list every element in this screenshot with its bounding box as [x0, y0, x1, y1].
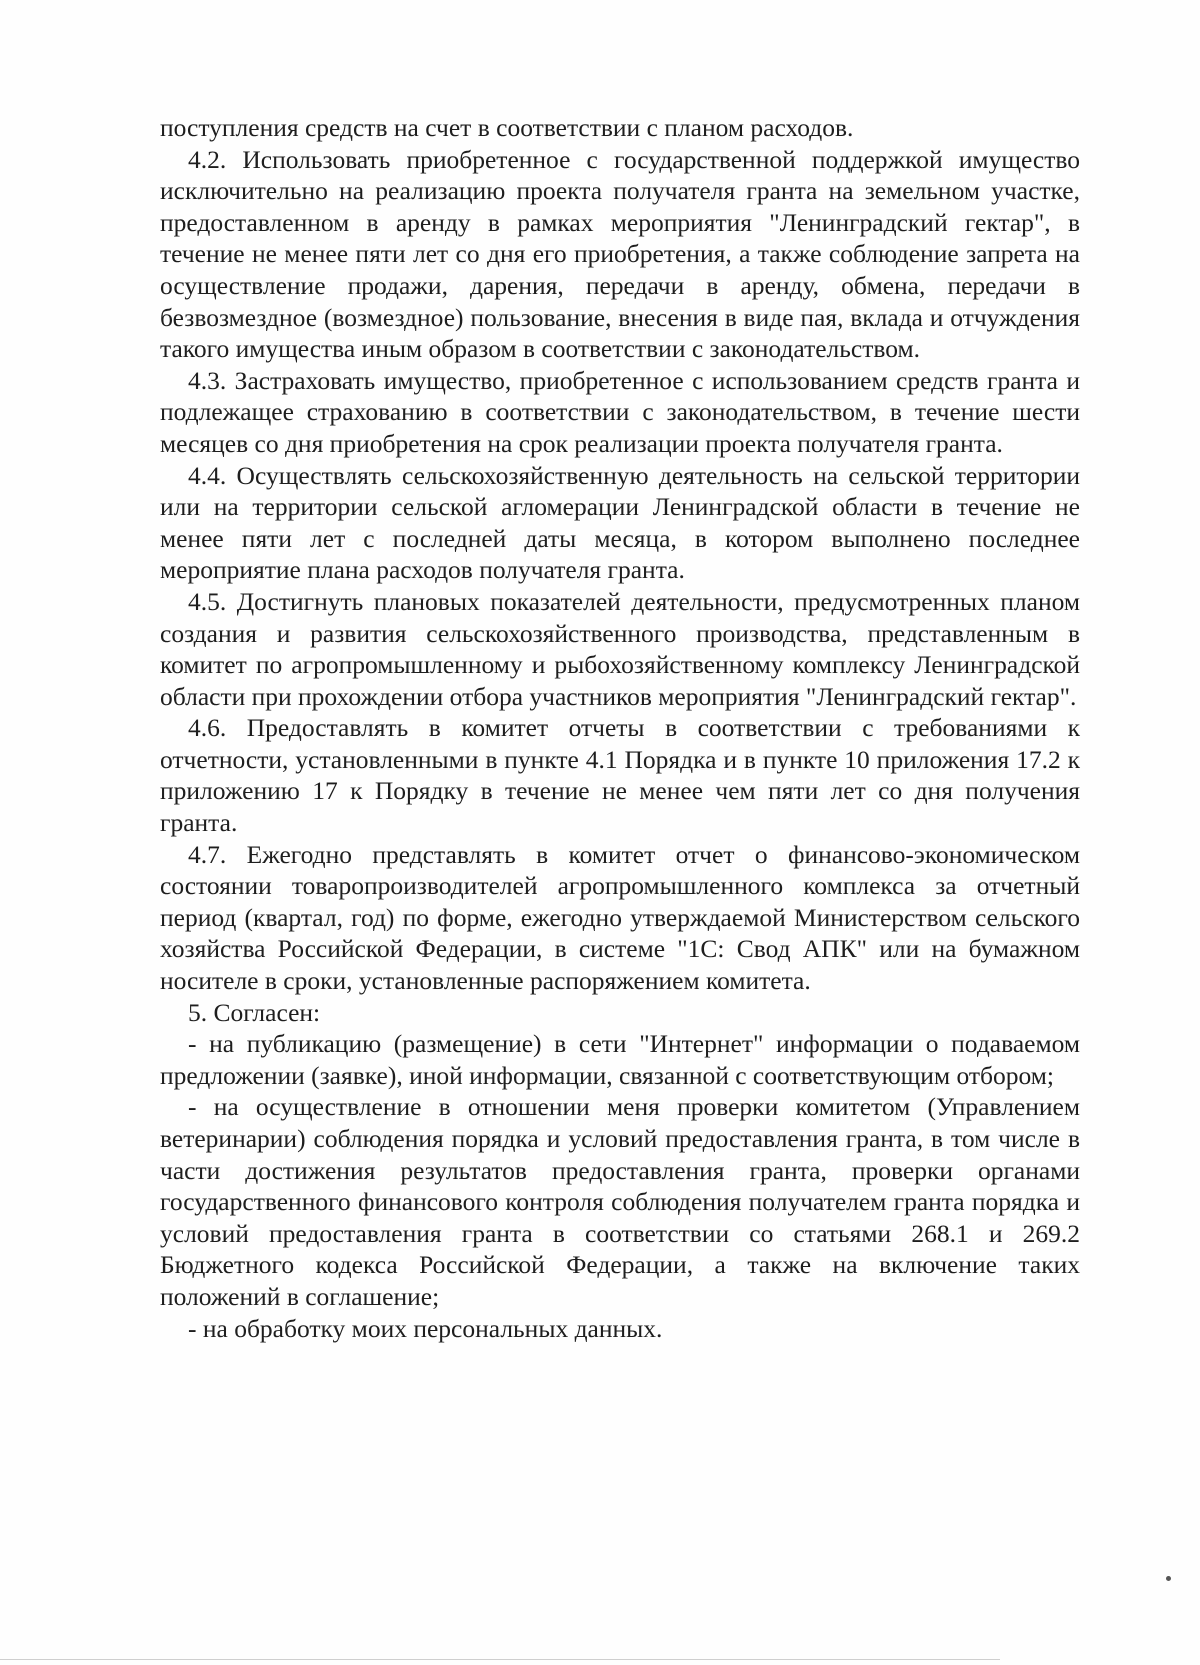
clause-4-3: 4.3. Застраховать имущество, приобретенное с использованием средств гранта и подлежащее страхованию в соответствии с законодательством, в течение шести месяцев со дня приобретения на срок реализации проекта получателя гранта. — [160, 365, 1080, 458]
lead-line: поступления средств на счет в соответствии с планом расходов. — [160, 113, 854, 142]
clause-4-2: 4.2. Использовать приобретенное с государственной поддержкой имущество исключительно на реализацию проекта получателя гранта на земельном участке, предоставленном в аренду в рамках мероприятия "Ленинградский гектар", в течение не менее пяти лет со дня его приобретения, а также соблюдение запрета на осуществление продажи, дарения, передачи в аренду, обмена, передачи в безвозмездное (возмездное) пользование, внесения в виде пая, вклада и отчуждения такого имущества иным образом в соответствии с законодательством. — [160, 144, 1080, 364]
clause-4-4: 4.4. Осуществлять сельскохозяйственную деятельность на сельской территории или на территории сельской агломерации Ленинградской области в течение не менее пяти лет с последней даты месяца, в котором выполнено последнее мероприятие плана расходов получателя гранта. — [160, 460, 1080, 585]
consent-item-personal-data: - на обработку моих персональных данных. — [188, 1313, 663, 1343]
consent-item-publication: - на публикацию (размещение) в сети "Интернет" информации о подаваемом предложении (заявке), иной информации, связанной с соответствующим отбором; — [160, 1029, 1080, 1090]
clause-4-7: 4.7. Ежегодно представлять в комитет отчет о финансово-экономическом состоянии товаропроизводителей агропромышленного комплекса за отчетный период (квартал, год) по форме, ежегодно утверждаемой Министерством сельского хозяйства Российской Федерации, в системе "1С: Свод АПК" или на бумажном носителе в сроки, установленные распоряжением комитета. — [160, 839, 1080, 996]
clause-4-5: 4.5. Достигнуть плановых показателей деятельности, предусмотренных планом создания и развития сельскохозяйственного производства, представленным в комитет по агропромышленному и рыбохозяйственному комплексу Ленинградской области при прохождении отбора участников мероприятия "Ленинградский гектар". — [160, 586, 1080, 711]
scan-bottom-edge — [0, 1659, 1000, 1660]
clause-4-6: 4.6. Предоставлять в комитет отчеты в соответствии с требованиями к отчетности, установленными в пункте 4.1 Порядка и в пункте 10 приложения 17.2 к приложению 17 к Порядку в течение не менее чем пяти лет со дня получения гранта. — [160, 713, 1080, 838]
scan-speck — [1166, 1576, 1171, 1581]
document-body — [160, 112, 1080, 1344]
consent-item-inspection: - на осуществление в отношении меня проверки комитетом (Управлением ветеринарии) соблюдения порядка и условий предоставления гранта, в том числе в части достижения результатов предоставления гранта, проверки органами государственного финансового контроля соблюдения получателем гранта порядка и условий предоставления гранта в соответствии со статьями 268.1 и 269.2 Бюджетного кодекса Российской Федерации, а также на включение таких положений в соглашение; — [160, 1092, 1080, 1311]
consent-heading: 5. Согласен: — [188, 997, 321, 1027]
